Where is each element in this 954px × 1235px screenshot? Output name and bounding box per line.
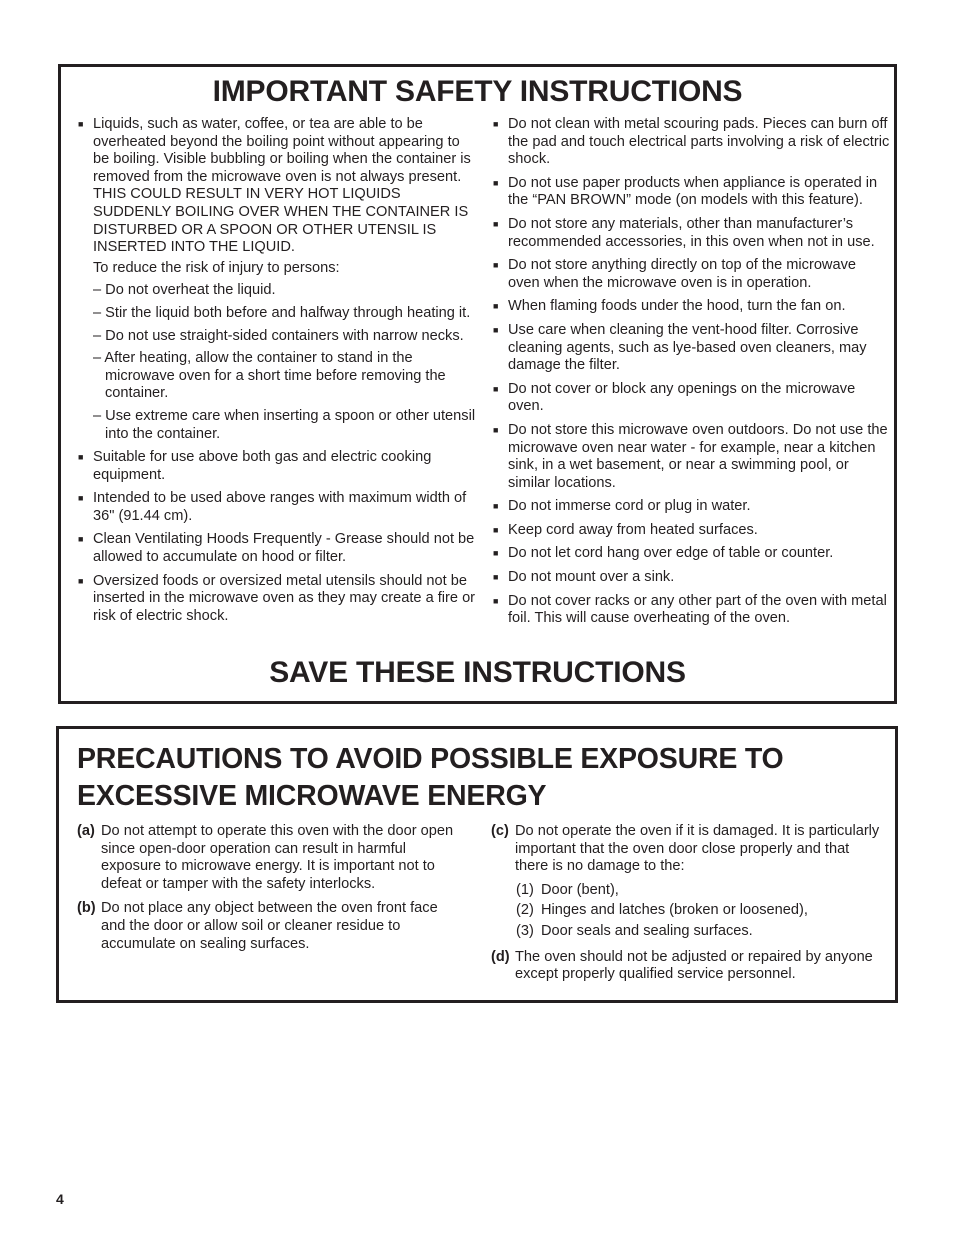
- safety-instructions-box: [58, 64, 897, 704]
- dash-item: – Stir the liquid both before and halfway through heating it.: [93, 304, 471, 321]
- precaution-c: [491, 823, 886, 876]
- precaution-label: (b): [77, 900, 96, 917]
- safety-bullet: ■ Do not store any materials, other than manufacturer’s recommended accessories, in this oven when not in use.: [491, 216, 891, 251]
- dash-item: – Do not overheat the liquid.: [93, 282, 276, 299]
- safety-left-column: [76, 116, 476, 631]
- safety-bullet: ■ Do not use paper products when appliance is operated in the “PAN BROWN” mode (on models with this feature).: [491, 175, 891, 210]
- dash-item: – After heating, allow the container to stand in the microwave oven for a short time before removing the container.: [93, 350, 446, 402]
- damage-item-number: (2): [516, 902, 534, 919]
- precaution-text: The oven should not be adjusted or repaired by anyone except properly qualified service personnel.: [515, 948, 873, 983]
- precaution-label: (c): [491, 823, 509, 839]
- damage-item: [516, 923, 886, 941]
- reduce-risk-text: To reduce the risk of injury to persons:: [93, 259, 340, 276]
- safety-bullet: ■ Suitable for use above both gas and electric cooking equipment.: [76, 449, 476, 484]
- safety-bullet: ■ When flaming foods under the hood, turn the fan on.: [491, 298, 891, 316]
- damage-item: [516, 882, 886, 900]
- safety-bullet: ■ Oversized foods or oversized metal utensils should not be inserted in the microwave oven as they may create a fire or risk of electric shock.: [76, 573, 476, 626]
- safety-bullet: ■ Do not store anything directly on top of the microwave oven when the microwave oven is in operation.: [491, 257, 891, 292]
- precaution-label: (d): [491, 948, 510, 965]
- safety-bullet: ■ Intended to be used above ranges with maximum width of 36" (91.44 cm).: [76, 490, 476, 525]
- damage-item-text: Door seals and sealing surfaces.: [541, 922, 753, 939]
- precaution-d: [491, 949, 886, 984]
- precaution-text: Do not attempt to operate this oven with the door open since open-door operation can result in harmful exposure to microwave energy. It is important not to defeat or tamper with the safety interlocks.: [101, 823, 454, 892]
- damage-item-number: (1): [516, 881, 534, 898]
- safety-bullet: ■ Do not immerse cord or plug in water.: [491, 498, 891, 516]
- save-instructions-title: SAVE THESE INSTRUCTIONS: [269, 656, 686, 689]
- safety-bullet: ■ Do not store this microwave oven outdoors. Do not use the microwave oven near water - for example, near a kitchen sink, in a wet basement, or near a swimming pool, or similar locations.: [491, 422, 891, 492]
- safety-bullet: ■ Do not clean with metal scouring pads. Pieces can burn off the pad and touch electrical parts involving a risk of electric shock.: [491, 116, 891, 169]
- dash-item: – Do not use straight-sided containers with narrow necks.: [93, 327, 464, 344]
- precaution-text: Do not place any object between the oven front face and the door or allow soil or cleaner residue to accumulate on sealing surfaces.: [101, 900, 438, 952]
- dash-item: – Use extreme care when inserting a spoon or other utensil into the container.: [93, 407, 476, 442]
- safety-right-column: [491, 116, 891, 634]
- precaution-text: Do not operate the oven if it is damaged. It is particularly important that the oven door close properly and that there is no damage to the:: [515, 823, 880, 875]
- liquids-bullet: ■ Liquids, such as water, coffee, or tea are able to be overheated beyond the boiling point without appearing to be boiling. Visible bubbling or boiling when the container is removed from the microwave oven is not always present. THIS COULD RESULT IN VERY HOT LIQUIDS SUDDENLY BOILING OVER WHEN THE CONTAINER IS DISTURBED OR A SPOON OR OTHER UTENSIL IS INSERTED INTO THE LIQUID.: [76, 116, 476, 257]
- safety-bullet: ■ Do not mount over a sink.: [491, 569, 891, 587]
- safety-bullet: ■ Keep cord away from heated surfaces.: [491, 522, 891, 540]
- precautions-left-column: [77, 823, 457, 960]
- precaution-label: (a): [77, 823, 95, 839]
- precautions-title: PRECAUTIONS TO AVOID POSSIBLE EXPOSURE TO EXCESSIVE MICROWAVE ENERGY: [77, 743, 784, 812]
- safety-bullet: ■ Use care when cleaning the vent-hood filter. Corrosive cleaning agents, such as lye-based oven cleaners, may damage the filter.: [491, 322, 891, 375]
- safety-bullet: ■ Do not cover racks or any other part of the oven with metal foil. This will cause overheating of the oven.: [491, 593, 891, 628]
- damage-item-text: Hinges and latches (broken or loosened),: [541, 902, 808, 919]
- precaution-a: [77, 823, 457, 893]
- damage-item-number: (3): [516, 922, 534, 939]
- damage-item-text: Door (bent),: [541, 881, 619, 898]
- safety-title: IMPORTANT SAFETY INSTRUCTIONS: [212, 75, 743, 108]
- safety-bullet: ■ Clean Ventilating Hoods Frequently - Grease should not be allowed to accumulate on hood or filter.: [76, 531, 476, 566]
- safety-bullet: ■ Do not let cord hang over edge of table or counter.: [491, 545, 891, 563]
- page-number: 4: [56, 1191, 64, 1207]
- safety-bullet: ■ Do not cover or block any openings on the microwave oven.: [491, 381, 891, 416]
- precautions-right-column: [491, 823, 886, 991]
- damage-item: [516, 902, 886, 920]
- precautions-box: [56, 726, 898, 1003]
- precaution-b: [77, 900, 457, 953]
